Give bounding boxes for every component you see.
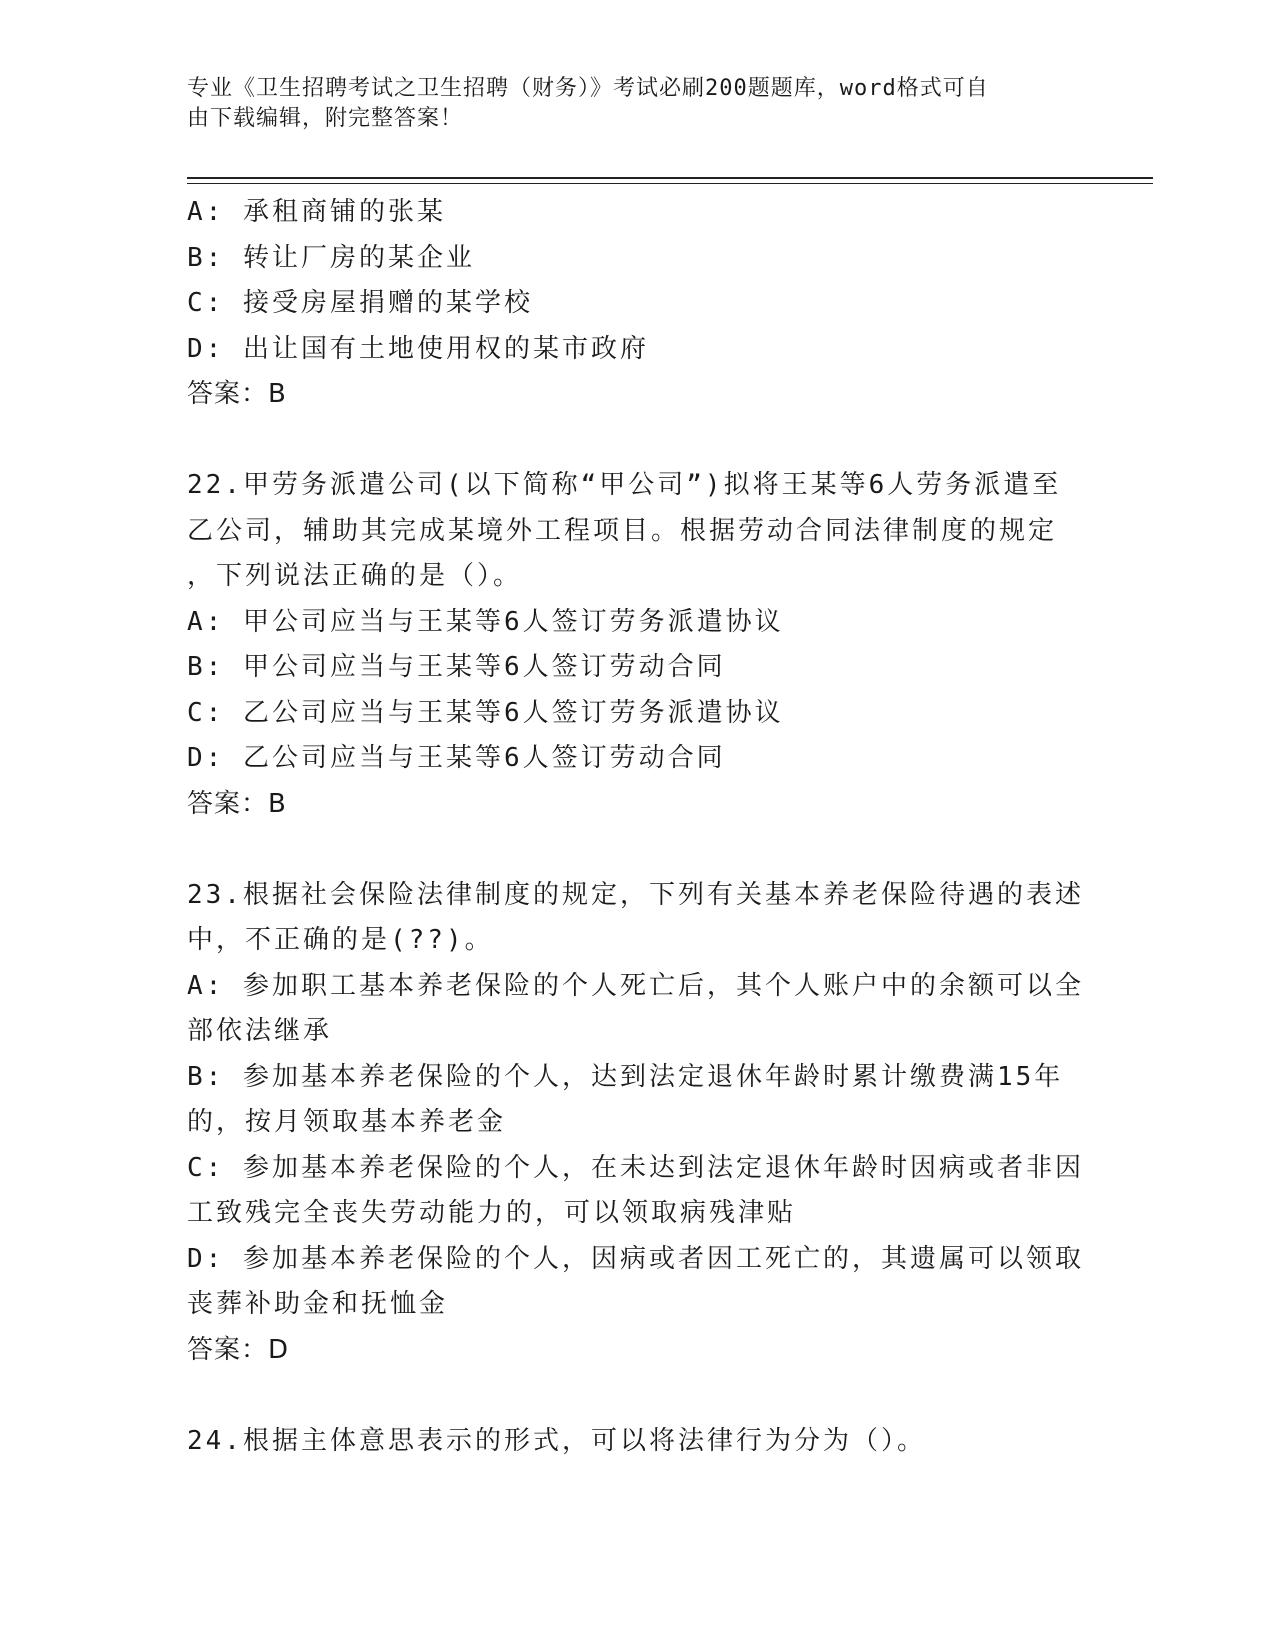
question-24-block [187, 1419, 1077, 1465]
question-stem: 22.甲劳务派遣公司(以下简称“甲公司”)拟将王某等6人劳务派遣至 [187, 470, 1062, 500]
spacer [187, 418, 1077, 464]
question-23-block [187, 873, 1084, 1374]
option-d: D: 参加基本养老保险的个人，因病或者因工死亡的，其遗属可以领取 [187, 1243, 1084, 1274]
option-c: C: 参加基本养老保险的个人，在未达到法定退休年龄时因病或者非因 [187, 1152, 1084, 1183]
option-d: D: 乙公司应当与王某等6人签订劳动合同 [187, 743, 726, 773]
option-a: A: 甲公司应当与王某等6人签订劳务派遣协议 [187, 606, 784, 637]
header-divider-thin [187, 183, 1153, 184]
question-stem: 中，不正确的是(??)。 [187, 925, 494, 955]
spacer [187, 1373, 1077, 1419]
question-22-block [187, 463, 1077, 827]
option-b: B: 转让厂房的某企业 [187, 242, 475, 273]
header-divider-thick [187, 177, 1153, 179]
option-b-continued: 的，按月领取基本养老金 [187, 1107, 507, 1137]
option-c-continued: 工致残完全丧失劳动能力的，可以领取病残津贴 [187, 1198, 797, 1228]
option-d-continued: 丧葬补助金和抚恤金 [187, 1289, 449, 1319]
question-stem: 24.根据主体意思表示的形式，可以将法律行为分为（）。 [187, 1425, 926, 1456]
question-content [187, 190, 1084, 1464]
option-a: A: 参加职工基本养老保险的个人死亡后，其个人账户中的余额可以全 [187, 970, 1084, 1001]
option-c: C: 接受房屋捐赠的某学校 [187, 288, 533, 318]
header-line: 由下载编辑，附完整答案！ [187, 106, 464, 131]
document-header [187, 74, 1067, 134]
option-a: A: 承租商铺的张某 [187, 197, 446, 227]
question-stem: ，下列说法正确的是（）。 [187, 561, 523, 591]
answer-label: 答案：B [187, 379, 287, 409]
answer-label: 答案：D [187, 1334, 290, 1365]
spacer [187, 827, 1077, 873]
option-d: D: 出让国有土地使用权的某市政府 [187, 333, 649, 364]
question-stem: 23.根据社会保险法律制度的规定，下列有关基本养老保险待遇的表述 [187, 879, 1084, 910]
option-b: B: 参加基本养老保险的个人，达到法定退休年龄时累计缴费满15年 [187, 1061, 1064, 1092]
option-a-continued: 部依法继承 [187, 1016, 333, 1046]
option-b: B: 甲公司应当与王某等6人签订劳动合同 [187, 652, 726, 682]
answer-label: 答案：B [187, 788, 287, 819]
question-stem: 乙公司，辅助其完成某境外工程项目。根据劳动合同法律制度的规定 [187, 515, 1058, 546]
option-c: C: 乙公司应当与王某等6人签订劳务派遣协议 [187, 697, 784, 728]
question-21-block [187, 190, 1077, 418]
header-line: 专业《卫生招聘考试之卫生招聘（财务）》考试必刷200题题库，word格式可自 [187, 76, 989, 101]
